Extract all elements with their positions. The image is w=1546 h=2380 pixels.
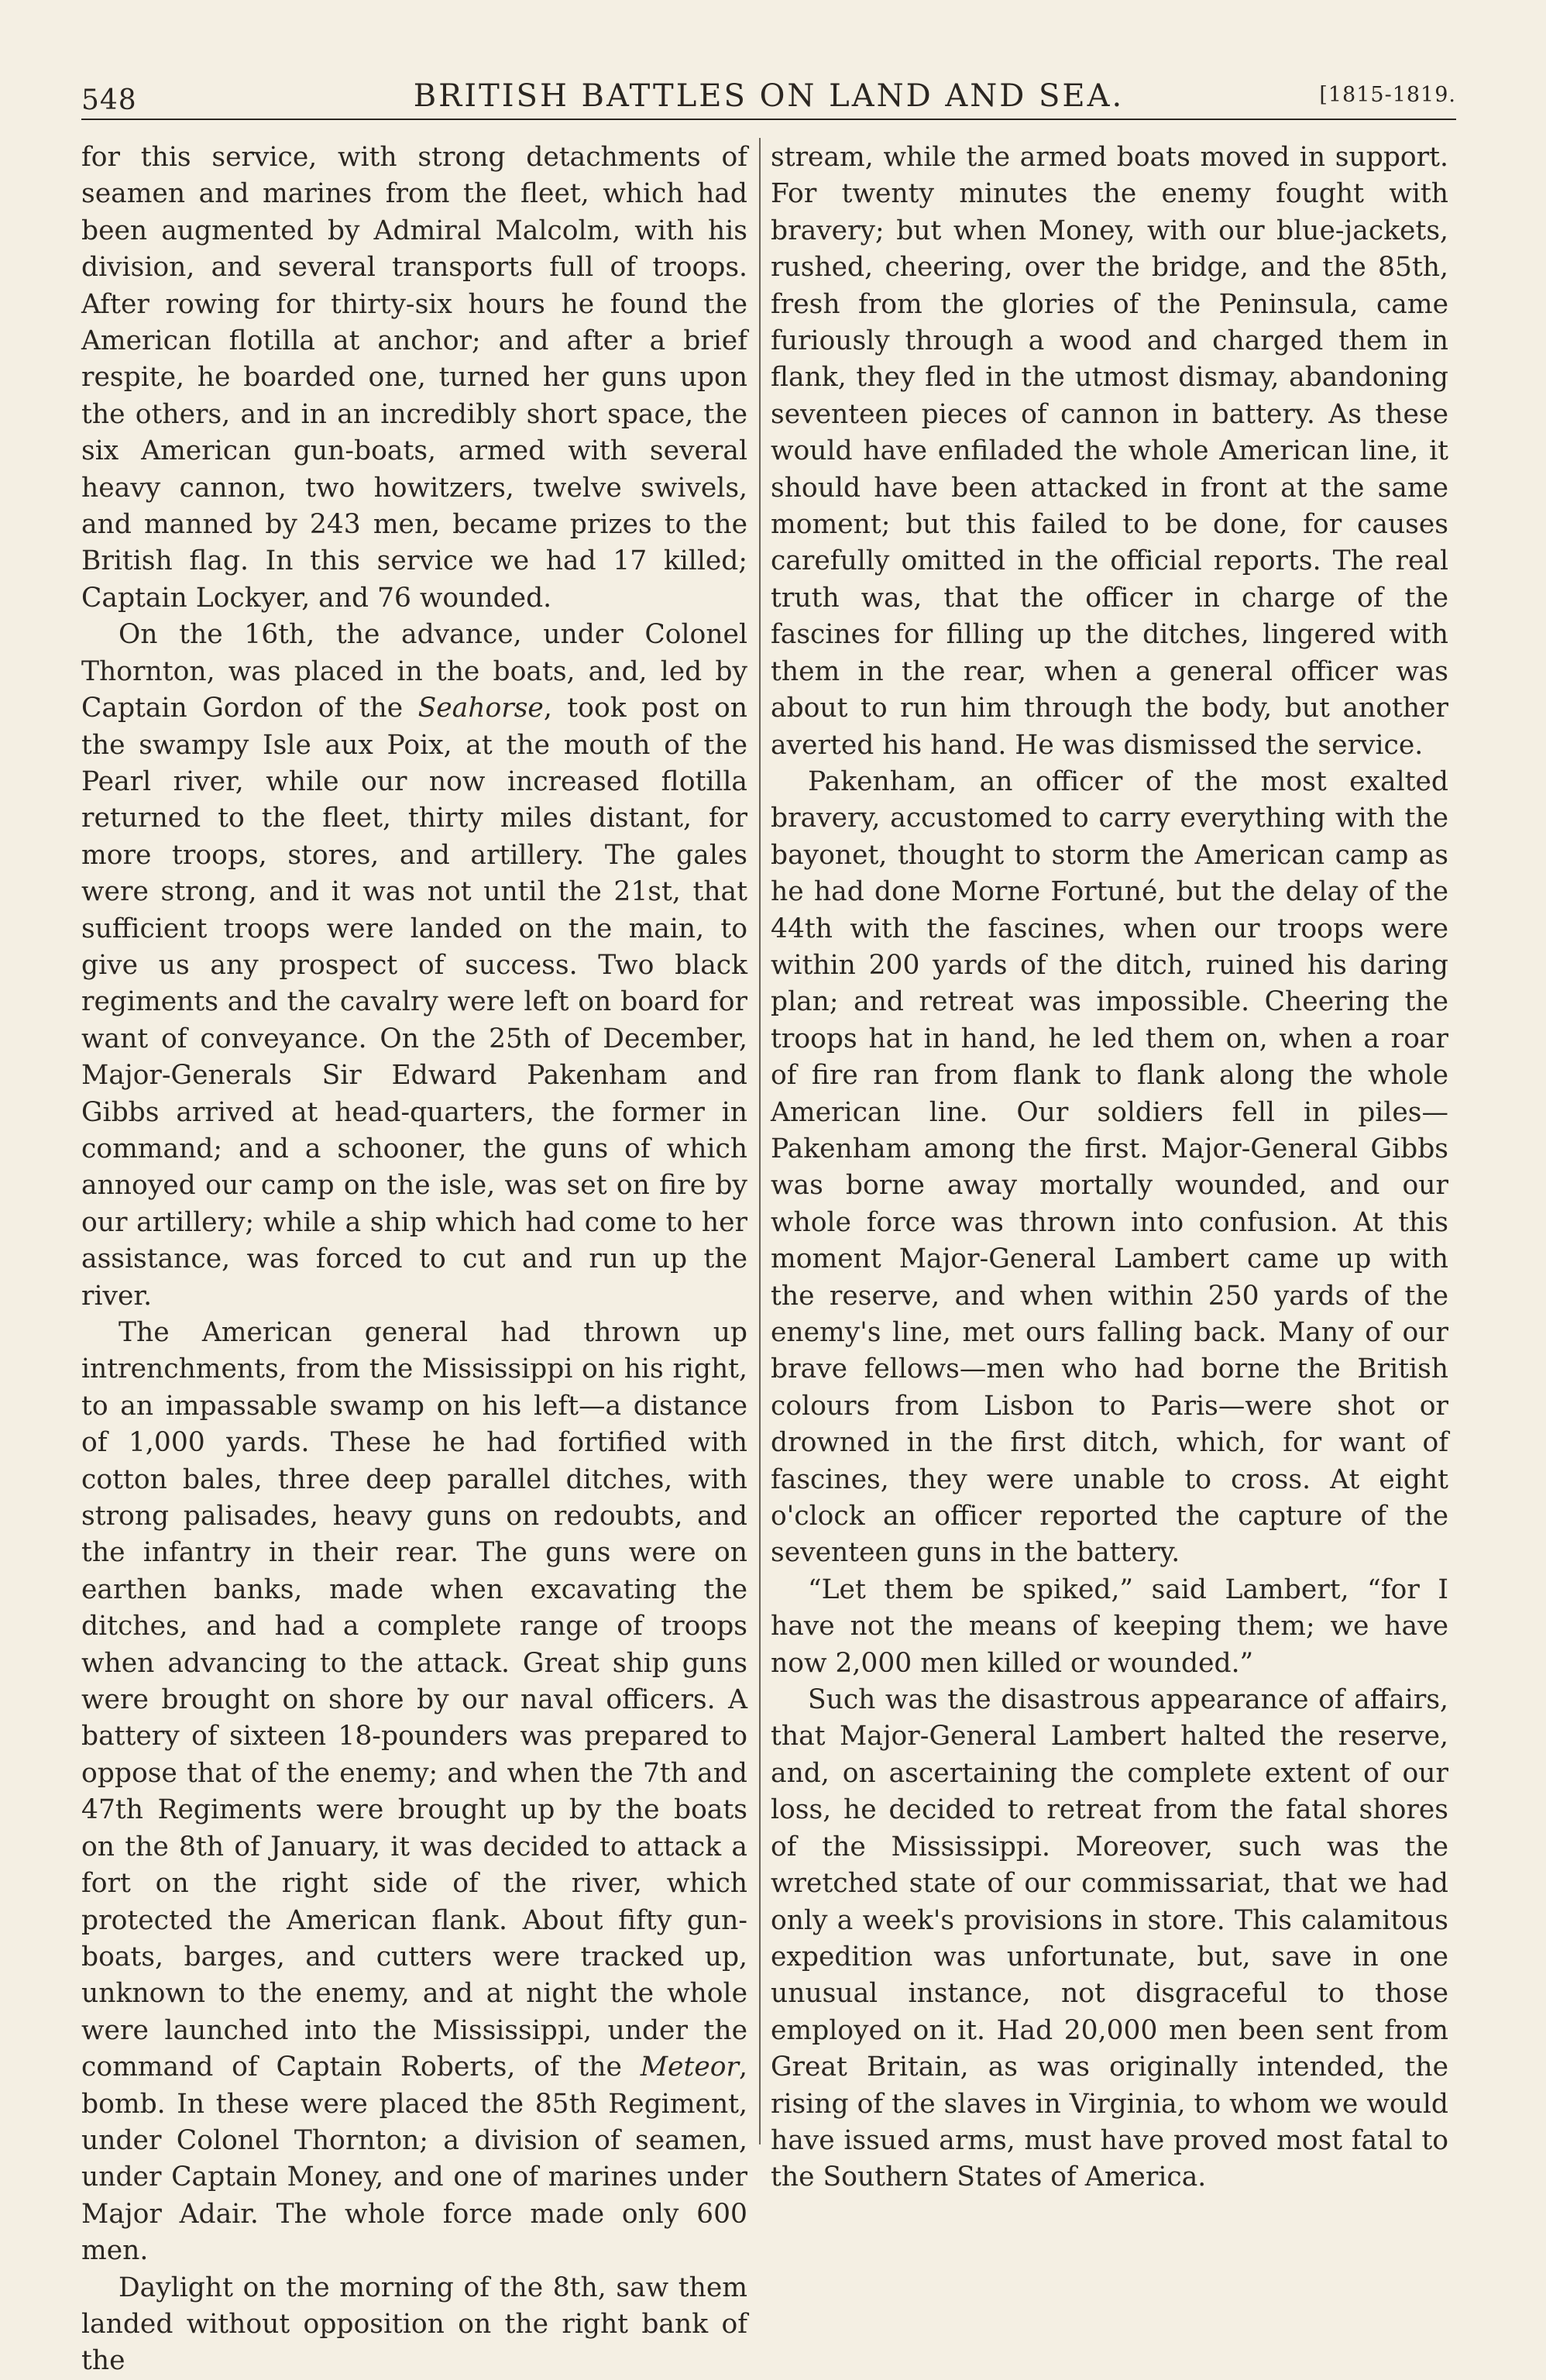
paragraph: Such was the disastrous appearance of affairs, that Major-General Lambert halted the reserve, and, on ascertaining the complete extent of our loss, he decided to retreat from the fatal shores of the Mississippi. Moreover, such was the wretched state of our commissariat, that we had only a week's provisions in store. This calamitous expedition was unfortunate, but, save in one unusual instance, not disgraceful to those employed on it. Had 20,000 men been sent from Great Britain, as was originally intended, the rising of the slaves in Virginia, to whom we would have issued arms, must have proved most fatal to the Southern States of America. xyxy=(771,1684,1448,2193)
paragraph xyxy=(81,617,747,1315)
paragraph-text: , took post on the swampy Isle aux Poix, at the mouth of the Pearl river, while our now increased flotilla returned to the fleet, thirty miles distant, for more troops, stores, and artillery. The gales were strong, and it was not until the 21st, that sufficient troops were landed on the main, to give us any prospect of success. Two black regiments and the cavalry were left on board for want of conveyance. On the 25th of December, Major-Generals Sir Edward Pakenham and Gibbs arrived at head-quarters, the former in command; and a schooner, the guns of which annoyed our camp on the isle, was set on fire by our artillery; while a ship which had come to her assistance, was forced to cut and run up the river. xyxy=(81,693,748,1312)
paragraph-text: On the 16th, the advance, under Colonel Thornton, was placed in the boats, and, led by Captain Gordon of the xyxy=(81,619,747,724)
running-title: BRITISH BATTLES ON LAND AND SEA. xyxy=(413,78,1125,114)
paragraph: for this service, with strong detachments of seamen and marines from the fleet, which had been augmented by Admiral Malcolm, with his division, and several transports full of troops. After rowing for thirty-six hours he found the American flotilla at anchor; and after a brief respite, he boarded one, turned her guns upon the others, and in an incredibly short space, the six American gun-boats, armed with several heavy cannon, two howitzers, twelve swivels, and manned by 243 men, became prizes to the British flag. In this service we had 17 killed; Captain Lockyer, and 76 wounded. xyxy=(81,142,747,614)
ship-name: Seahorse xyxy=(417,693,544,724)
date-range: [1815-1819. xyxy=(1319,83,1456,107)
right-column xyxy=(771,139,1448,2196)
column-divider xyxy=(759,138,761,2144)
page-header xyxy=(81,74,1456,120)
paragraph-text: , bomb. In these were placed the 85th Regiment, under Colonel Thornton; a division of seamen, under Captain Money, and one of marines under Major Adair. The whole force made only 600 men. xyxy=(81,2052,747,2267)
paragraph: stream, while the armed boats moved in support. For twenty minutes the enemy fought with bravery; but when Money, with our blue-jackets, rushed, cheering, over the bridge, and the 85th, fresh from the glories of the Peninsula, came furiously through a wood and charged them in flank, they fled in the utmost dismay, abandoning seventeen pieces of cannon in battery. As these would have enfiladed the whole American line, it should have been attacked in front at the same moment; but this failed to be done, for causes carefully omitted in the official reports. The real truth was, that the officer in charge of the fascines for filling up the ditches, lingered with them in the rear, when a general officer was about to run him through the body, but another averted his hand. He was dismissed the service. xyxy=(771,142,1448,761)
paragraph: “Let them be spiked,” said Lambert, “for I have not the means of keeping them; we have now 2,000 men killed or wounded.” xyxy=(771,1573,1448,1679)
paragraph: Daylight on the morning of the 8th, saw them landed without opposition on the right bank of the xyxy=(81,2272,747,2377)
paragraph xyxy=(81,1315,747,2270)
page-number: 548 xyxy=(81,84,137,116)
ship-name: Meteor xyxy=(640,2052,740,2083)
header-rule xyxy=(81,119,1456,120)
paragraph: Pakenham, an officer of the most exalted bravery, accustomed to carry everything with the bayonet, thought to storm the American camp as he had done Morne Fortuné, but the delay of the 44th with the fascines, when our troops were within 200 yards of the ditch, ruined his daring plan; and retreat was impossible. Cheering the troops hat in hand, he led them on, when a roar of fire ran from flank to flank along the whole American line. Our soldiers fell in piles—Pakenham among the first. Major-General Gibbs was borne away mortally wounded, and our whole force was thrown into confusion. At this moment Major-General Lambert came up with the reserve, and when within 250 yards of the enemy's line, met ours falling back. Many of our brave fellows—men who had borne the British colours from Lisbon to Paris—were shot or drowned in the first ditch, which, for want of fascines, they were unable to cross. At eight o'clock an officer reported the capture of the seventeen guns in the battery. xyxy=(771,765,1448,1569)
paragraph-text: The American general had thrown up intrenchments, from the Mississippi on his right, to an impassable swamp on his left—a distance of 1,000 yards. These he had fortified with cotton bales, three deep parallel ditches, with strong palisades, heavy guns on redoubts, and the infantry in their rear. The guns were on earthen banks, made when excavating the ditches, and had a complete range of troops when advancing to the attack. Great ship guns were brought on shore by our naval officers. A battery of sixteen 18-pounders was prepared to oppose that of the enemy; and when the 7th and 47th Regiments were brought up by the boats on the 8th of January, it was decided to attack a fort on the right side of the river, which protected the American flank. About fifty gun-boats, barges, and cutters were tracked up, unknown to the enemy, and at night the whole were launched into the Mississippi, under the command of Captain Roberts, of the xyxy=(81,1317,747,2083)
left-column xyxy=(81,139,747,2380)
